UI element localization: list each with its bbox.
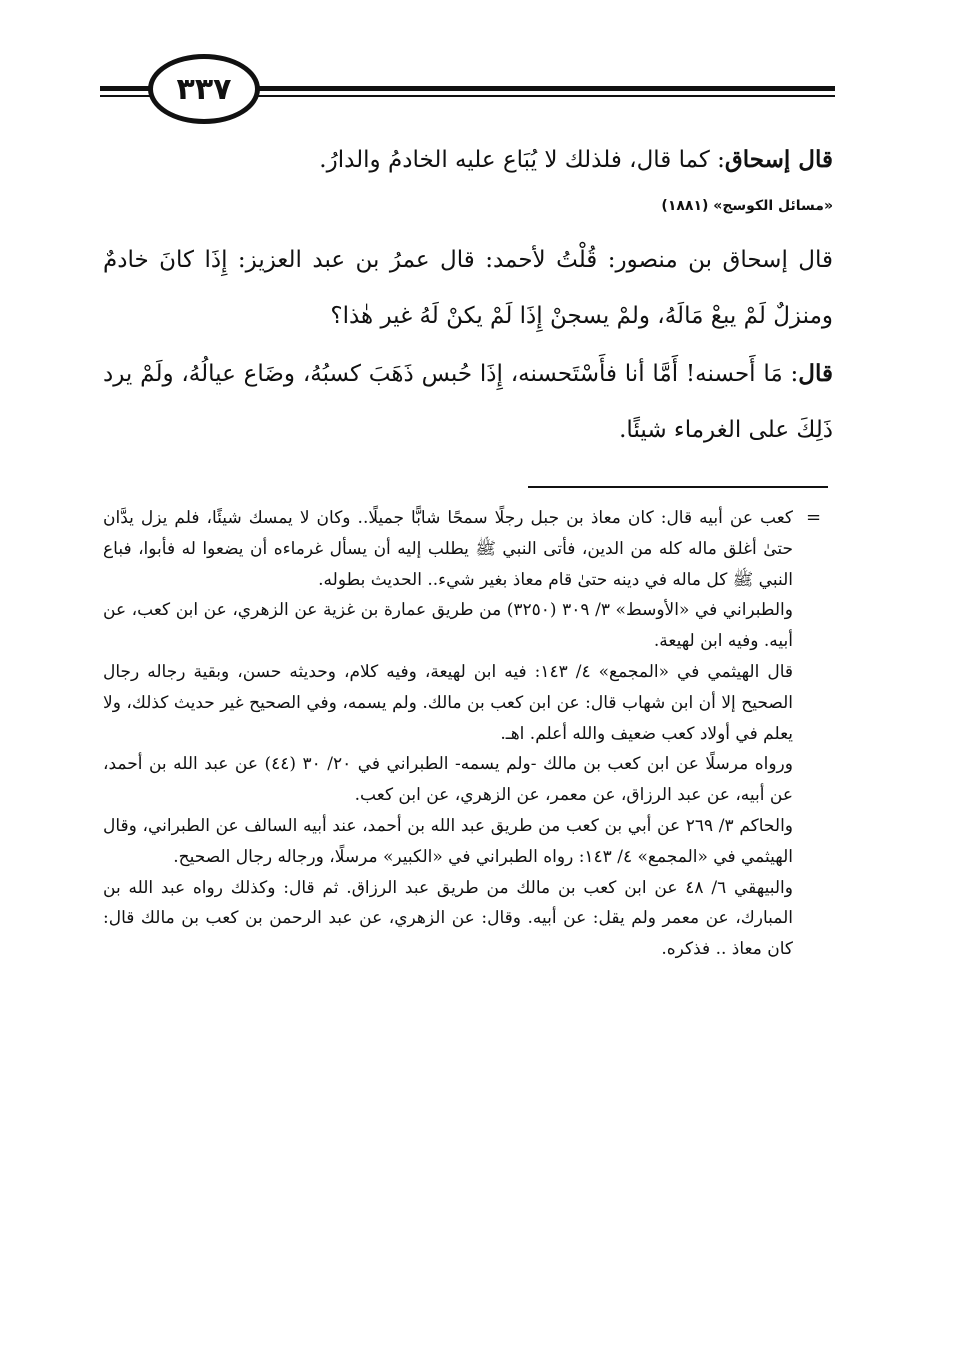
footnote-paragraph: والحاكم ٣/ ٢٦٩ عن أبي بن كعب من طريق عبد الله بن أحمد، عند أبيه السالف عن الطبراني، وقال الهيثمي في «المجمع» ٤/ ١٤٣: رواه الطبراني في «الكبير» مرسلًا، ورجاله رجال الصحيح. (103, 815, 793, 867)
paragraph-text: : مَا أَحسنه! أَمَّا أنا فأَسْتَحسنه، إِذَا حُبس ذَهَبَ كسبُهُ، وضَاع عيالُهُ، ولَمْ يرد ذَلِكَ على الغرماء شيئًا. (103, 361, 833, 443)
footnote-paragraph: والطبراني في «الأوسط» ٣/ ٣٠٩ (٣٢٥٠) من طريق عمارة بن غزية عن الزهري، عن ابن كعب، عن أبيه. وفيه ابن لهيعة. (103, 600, 793, 652)
continuation-mark: = (806, 507, 822, 528)
source-citation: «مسائل الكوسج» (١٨٨١) (661, 198, 833, 214)
footnote-paragraph: قال الهيثمي في «المجمع» ٤/ ١٤٣: فيه ابن لهيعة، وفيه كلام، وحديثه حسن، وبقية رجاله رجال الصحيح إلا أن ابن شهاب قال: عن ابن كعب بن مالك. ولم يسمه، وفي الصحيح غير حديث كذلك، ولا يعلم في أولاد كعب ضعيف والله أعلم. اهـ. (103, 661, 793, 744)
paragraph-text: : كما قال، فلذلك لا يُبَاع عليه الخادمُ والدارُ. (319, 147, 725, 173)
paragraph-question: قال إسحاق بن منصور: قُلْتُ لأحمد: قال عمرُ بن عبد العزيز: إِذَا كانَ خادمٌ ومنزلٌ لَمْ يبعْ مَالَهُ، ولمْ يسجنْ إِذَا لَمْ يكنْ لَهُ غير هٰذا؟ (103, 247, 833, 329)
speaker-label: قال (798, 360, 833, 387)
footnotes (103, 503, 793, 965)
paragraph-ishaq-reply (103, 132, 833, 188)
footnote-separator (528, 486, 828, 488)
footnote-paragraph: كعب عن أبيه قال: كان معاذ بن جبل رجلًا سمحًا شابًّا جميلًا.. وكان لا يمسك شيئًا، فلم يزل يدَّان حتىٰ أغلق ماله كله من الدين، فأتى النبي ﷺ يطلب إليه أن يسأل غرماءه أن يضعوا له فأبوا، فباع النبي ﷺ كل ماله في دينه حتىٰ قام معاذ بغير شيء.. الحديث بطوله. (103, 508, 793, 590)
footnote-paragraph: والبيهقي ٦/ ٤٨ عن ابن كعب بن مالك من طريق عبد الرزاق. ثم قال: وكذلك رواه عبد الله بن المبارك، عن معمر ولم يقل: عن أبيه. وقال: عن الزهري، عن عبد الرحمن بن كعب بن مالك قال: كان معاذ .. فذكره. (103, 877, 793, 960)
speaker-label: قال إسحاق (724, 146, 833, 173)
page-number: ٣٣٧ (148, 54, 260, 124)
footnote-paragraph: ورواه مرسلًا عن ابن كعب بن مالك -ولم يسمه- الطبراني في ٢٠/ ٣٠ (٤٤) عن عبد الله بن أحمد، عن أبيه، عن عبد الرزاق، عن معمر، عن الزهري، عن ابن كعب. (103, 754, 793, 806)
page-header (100, 50, 835, 130)
paragraph-answer (103, 346, 833, 458)
